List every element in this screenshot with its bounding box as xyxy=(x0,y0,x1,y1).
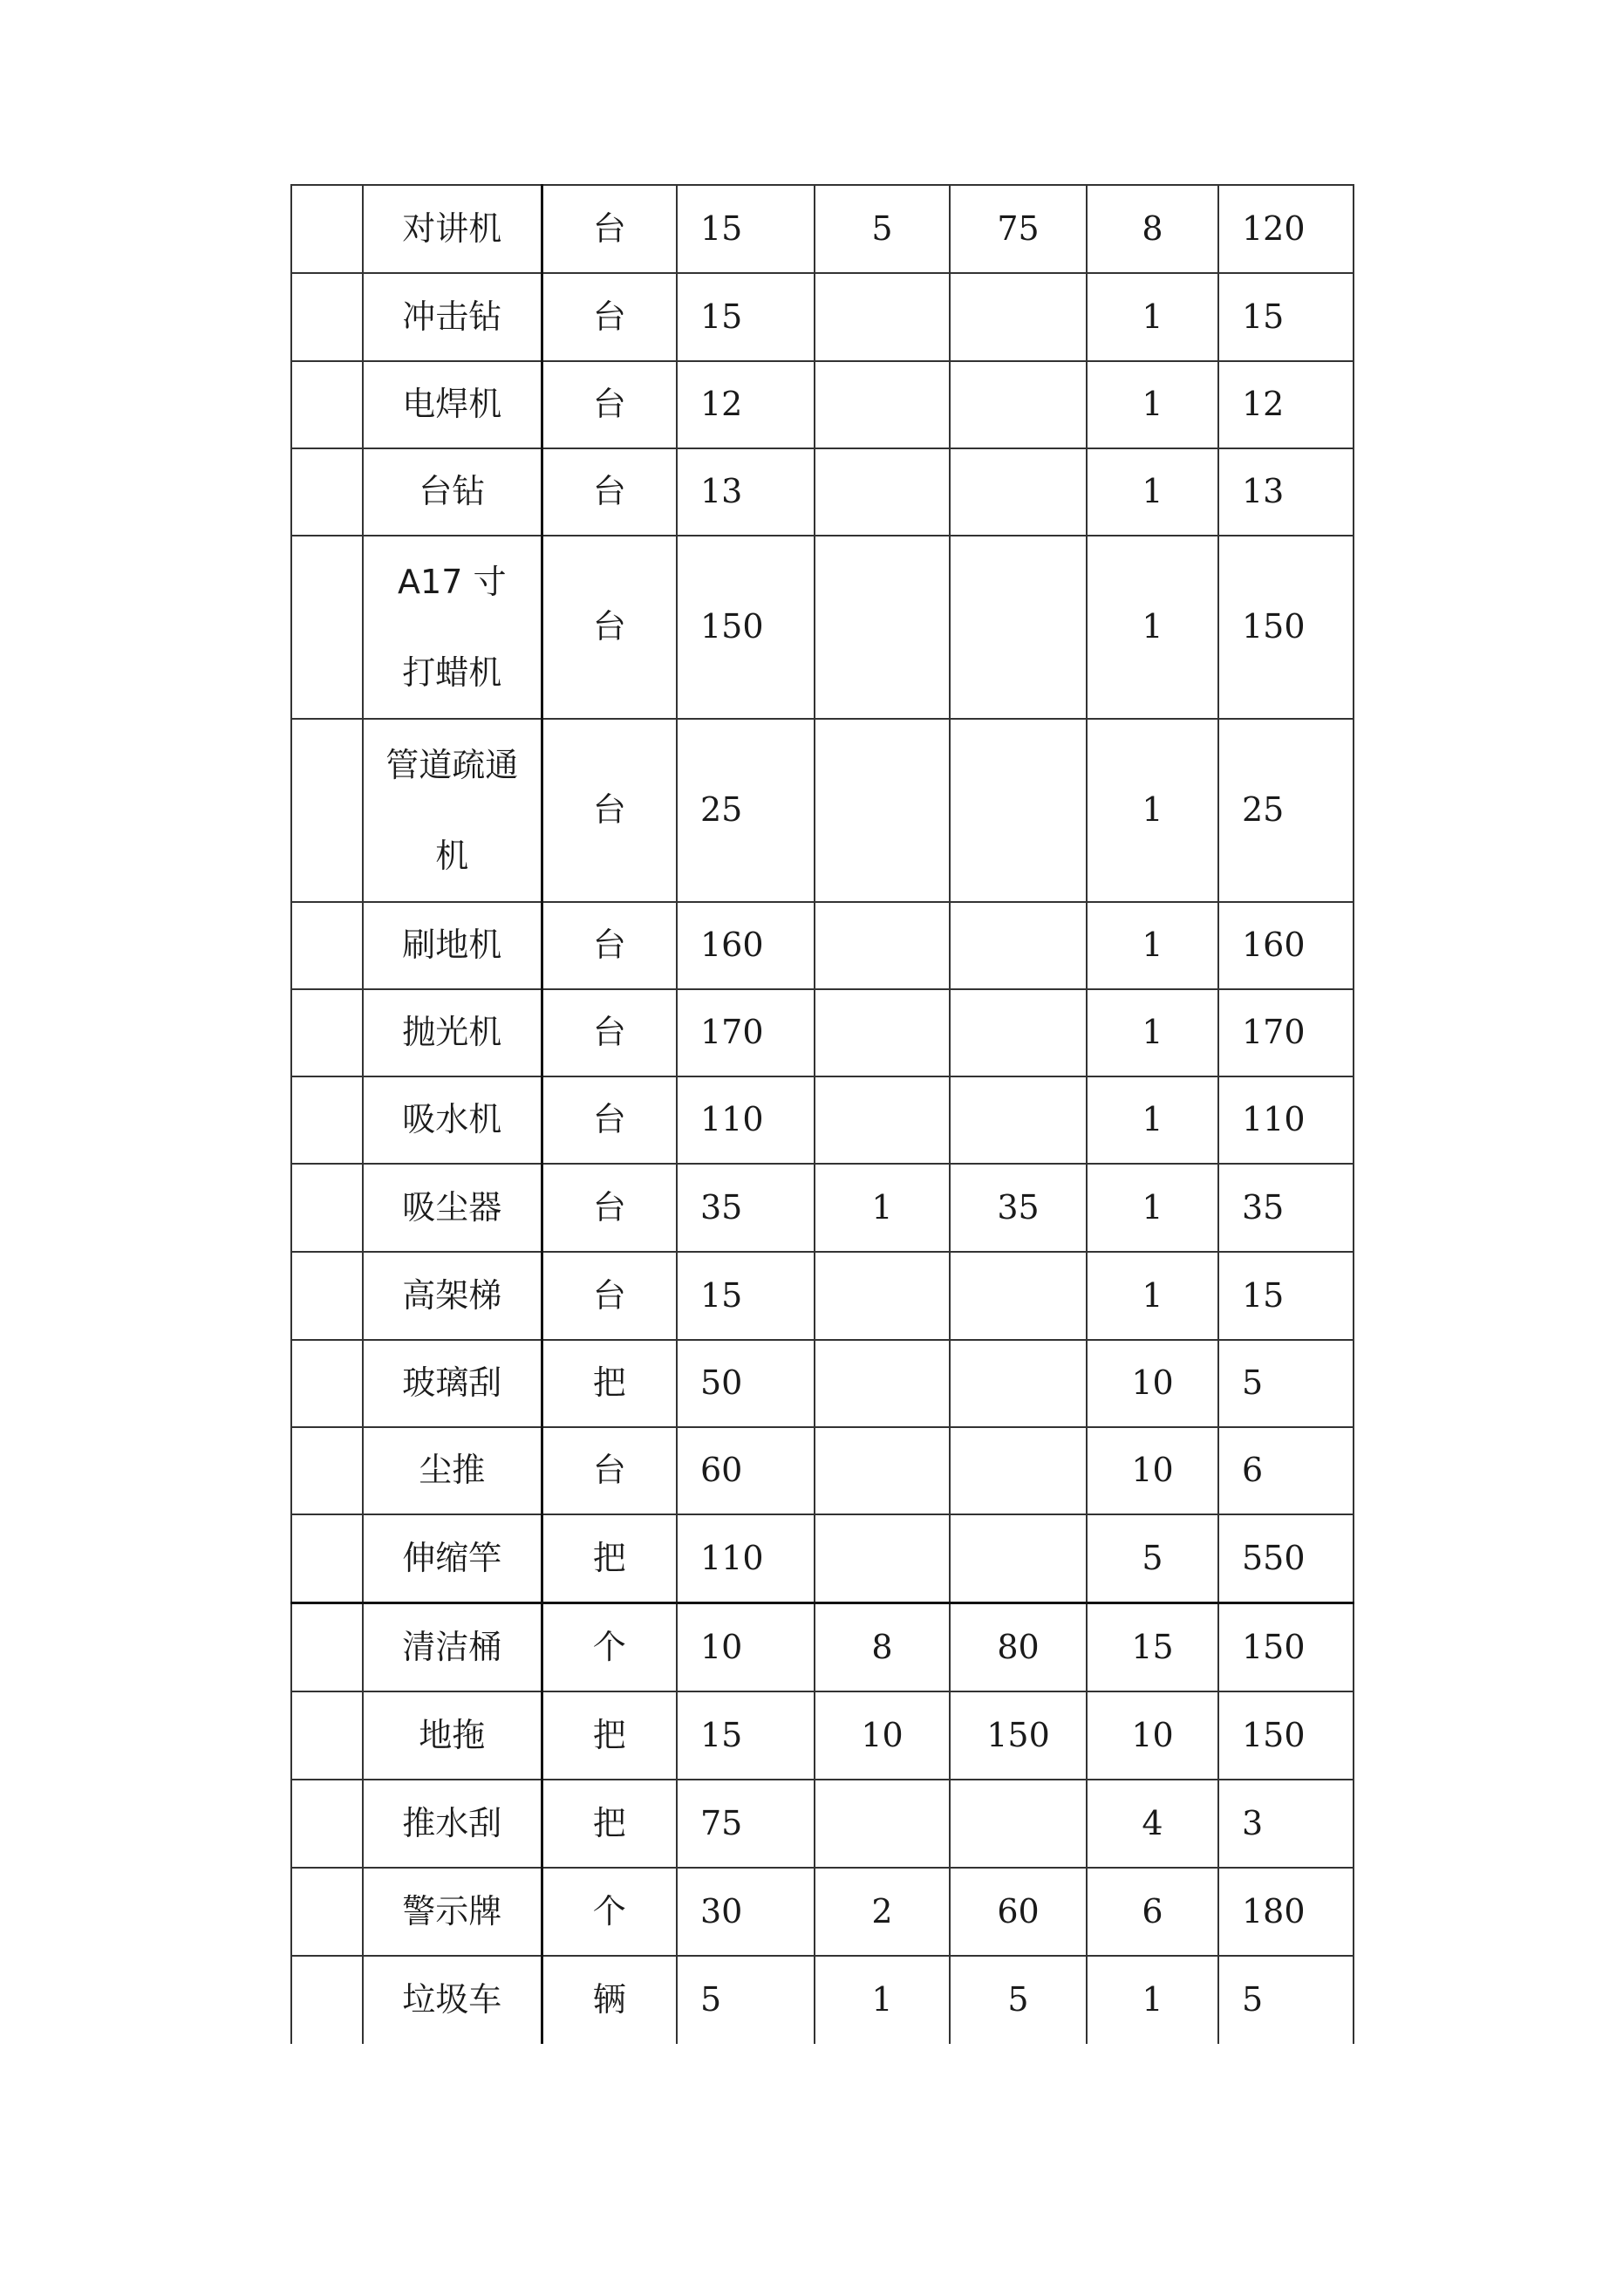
value-text: 160 xyxy=(1242,926,1306,965)
value-text: 110 xyxy=(700,1100,764,1139)
quantity-cell xyxy=(815,273,950,361)
value-text: 150 xyxy=(700,607,764,646)
value-text: 1 xyxy=(1142,926,1163,965)
blank-cell xyxy=(291,1076,363,1164)
value-text: 3 xyxy=(1242,1803,1264,1842)
quantity-cell xyxy=(1087,1514,1218,1602)
value-text: 12 xyxy=(1242,385,1285,424)
blank-cell xyxy=(291,1691,363,1780)
unit-text: 把 xyxy=(592,1803,626,1842)
unit-cell xyxy=(542,1340,677,1427)
quantity-cell xyxy=(1087,361,1218,448)
item-name-cell xyxy=(363,1868,542,1956)
unit-cell xyxy=(542,902,677,989)
value-text: 150 xyxy=(1242,1627,1306,1666)
unit-price-cell xyxy=(677,1956,815,2044)
item-name: 吸水机 xyxy=(402,1100,502,1139)
amount-cell xyxy=(950,1868,1087,1956)
item-name-cell xyxy=(363,361,542,448)
table-row xyxy=(291,1076,1354,1164)
unit-text: 台 xyxy=(592,1451,626,1490)
value-text: 10 xyxy=(1131,1363,1174,1403)
table-row xyxy=(291,536,1354,719)
amount-cell xyxy=(1218,1868,1354,1956)
quantity-cell xyxy=(1087,1164,1218,1252)
item-name-cell xyxy=(363,1691,542,1780)
amount-cell xyxy=(1218,1780,1354,1868)
unit-cell xyxy=(542,1780,677,1868)
unit-text: 把 xyxy=(592,1363,626,1403)
item-name-cell xyxy=(363,1164,542,1252)
blank-cell xyxy=(291,361,363,448)
quantity-cell xyxy=(815,536,950,719)
unit-cell xyxy=(542,361,677,448)
blank-cell xyxy=(291,536,363,719)
blank-cell xyxy=(291,1602,363,1691)
quantity-cell xyxy=(815,1427,950,1514)
amount-cell xyxy=(1218,1076,1354,1164)
quantity-cell xyxy=(815,719,950,902)
table-row xyxy=(291,1340,1354,1427)
unit-text: 把 xyxy=(592,1715,626,1754)
item-name: 伸缩竿 xyxy=(402,1538,502,1577)
amount-cell xyxy=(1218,536,1354,719)
amount-cell xyxy=(950,989,1087,1076)
quantity-cell xyxy=(815,1602,950,1691)
unit-cell xyxy=(542,1868,677,1956)
value-text: 120 xyxy=(1242,208,1306,248)
table-row xyxy=(291,1252,1354,1340)
unit-text: 台 xyxy=(592,385,626,424)
unit-text: 台 xyxy=(592,297,626,336)
value-text: 8 xyxy=(871,1627,893,1666)
item-name: 管道疏通机 xyxy=(385,746,519,875)
amount-cell xyxy=(950,902,1087,989)
quantity-cell xyxy=(1087,1427,1218,1514)
item-name-cell xyxy=(363,1780,542,1868)
value-text: 110 xyxy=(700,1538,764,1577)
quantity-cell xyxy=(815,1868,950,1956)
amount-cell xyxy=(950,1164,1087,1252)
table-row xyxy=(291,1868,1354,1956)
table-row xyxy=(291,361,1354,448)
equipment-table xyxy=(290,184,1354,2044)
item-name-cell xyxy=(363,1252,542,1340)
amount-cell xyxy=(950,536,1087,719)
value-text: 550 xyxy=(1242,1538,1306,1577)
value-text: 60 xyxy=(997,1891,1040,1930)
value-text: 15 xyxy=(1131,1627,1174,1666)
value-text: 25 xyxy=(700,790,743,830)
amount-cell xyxy=(1218,719,1354,902)
value-text: 150 xyxy=(1242,1715,1306,1754)
quantity-cell xyxy=(1087,902,1218,989)
value-text: 50 xyxy=(700,1363,743,1403)
value-text: 1 xyxy=(1142,472,1163,511)
unit-cell xyxy=(542,1164,677,1252)
quantity-cell xyxy=(815,1691,950,1780)
unit-text: 台 xyxy=(592,1275,626,1315)
unit-price-cell xyxy=(677,1340,815,1427)
unit-price-cell xyxy=(677,536,815,719)
item-name: 抛光机 xyxy=(402,1013,502,1052)
quantity-cell xyxy=(1087,1956,1218,2044)
value-text: 15 xyxy=(700,208,743,248)
value-text: 1 xyxy=(1142,385,1163,424)
unit-price-cell xyxy=(677,1691,815,1780)
amount-cell xyxy=(1218,1164,1354,1252)
unit-price-cell xyxy=(677,1076,815,1164)
item-name: 吸尘器 xyxy=(402,1187,502,1227)
value-text: 180 xyxy=(1242,1891,1306,1930)
value-text: 1 xyxy=(1142,297,1163,336)
unit-text: 个 xyxy=(592,1627,626,1666)
value-text: 1 xyxy=(1142,1980,1163,2019)
quantity-cell xyxy=(815,1076,950,1164)
table-row xyxy=(291,1602,1354,1691)
value-text: 170 xyxy=(1242,1013,1306,1052)
blank-cell xyxy=(291,1868,363,1956)
unit-price-cell xyxy=(677,1868,815,1956)
value-text: 6 xyxy=(1242,1451,1264,1490)
value-text: 1 xyxy=(1142,1100,1163,1139)
item-name-cell xyxy=(363,273,542,361)
item-name-cell xyxy=(363,1427,542,1514)
amount-cell xyxy=(950,1780,1087,1868)
blank-cell xyxy=(291,989,363,1076)
table-row xyxy=(291,989,1354,1076)
unit-text: 台 xyxy=(592,1013,626,1052)
value-text: 110 xyxy=(1242,1100,1306,1139)
value-text: 25 xyxy=(1242,790,1285,830)
value-text: 1 xyxy=(1142,1013,1163,1052)
blank-cell xyxy=(291,719,363,902)
blank-cell xyxy=(291,185,363,273)
amount-cell xyxy=(950,273,1087,361)
amount-cell xyxy=(950,1602,1087,1691)
unit-text: 辆 xyxy=(592,1980,626,2019)
quantity-cell xyxy=(1087,1691,1218,1780)
item-name: 清洁桶 xyxy=(402,1627,502,1666)
quantity-cell xyxy=(815,361,950,448)
amount-cell xyxy=(1218,1956,1354,2044)
unit-text: 台 xyxy=(592,1100,626,1139)
table-row xyxy=(291,185,1354,273)
amount-cell xyxy=(1218,273,1354,361)
value-text: 5 xyxy=(1242,1363,1264,1403)
quantity-cell xyxy=(815,1956,950,2044)
value-text: 160 xyxy=(700,926,764,965)
quantity-cell xyxy=(1087,989,1218,1076)
amount-cell xyxy=(1218,1427,1354,1514)
value-text: 5 xyxy=(1142,1538,1163,1577)
value-text: 1 xyxy=(1142,1275,1163,1315)
item-name-cell xyxy=(363,719,542,902)
amount-cell xyxy=(950,361,1087,448)
blank-cell xyxy=(291,1956,363,2044)
unit-price-cell xyxy=(677,1252,815,1340)
amount-cell xyxy=(950,1340,1087,1427)
unit-cell xyxy=(542,448,677,536)
value-text: 1 xyxy=(871,1980,893,2019)
quantity-cell xyxy=(815,1252,950,1340)
item-name: 高架梯 xyxy=(402,1275,502,1315)
unit-price-cell xyxy=(677,448,815,536)
unit-cell xyxy=(542,185,677,273)
unit-text: 台 xyxy=(592,607,626,646)
item-name: 刷地机 xyxy=(402,926,502,965)
amount-cell xyxy=(1218,1340,1354,1427)
quantity-cell xyxy=(815,1164,950,1252)
table-row xyxy=(291,1164,1354,1252)
amount-cell xyxy=(950,1514,1087,1602)
table-row xyxy=(291,1427,1354,1514)
blank-cell xyxy=(291,273,363,361)
unit-price-cell xyxy=(677,902,815,989)
value-text: 170 xyxy=(700,1013,764,1052)
amount-cell xyxy=(950,185,1087,273)
item-name: 警示牌 xyxy=(402,1891,502,1930)
unit-price-cell xyxy=(677,1164,815,1252)
amount-cell xyxy=(1218,185,1354,273)
item-name: 对讲机 xyxy=(402,208,502,248)
amount-cell xyxy=(950,1691,1087,1780)
value-text: 10 xyxy=(700,1627,743,1666)
value-text: 5 xyxy=(700,1980,722,2019)
value-text: 60 xyxy=(700,1451,743,1490)
item-name-cell xyxy=(363,536,542,719)
blank-cell xyxy=(291,1427,363,1514)
unit-price-cell xyxy=(677,273,815,361)
value-text: 15 xyxy=(1242,297,1285,336)
item-name: 推水刮 xyxy=(402,1803,502,1842)
item-name: 尘推 xyxy=(419,1451,486,1490)
value-text: 35 xyxy=(1242,1187,1285,1227)
table-row xyxy=(291,1956,1354,2044)
table-row xyxy=(291,719,1354,902)
amount-cell xyxy=(1218,1691,1354,1780)
unit-cell xyxy=(542,1427,677,1514)
value-text: 30 xyxy=(700,1891,743,1930)
unit-price-cell xyxy=(677,989,815,1076)
value-text: 12 xyxy=(700,385,743,424)
value-text: 35 xyxy=(997,1187,1040,1227)
quantity-cell xyxy=(1087,448,1218,536)
value-text: 80 xyxy=(997,1627,1040,1666)
unit-price-cell xyxy=(677,1780,815,1868)
quantity-cell xyxy=(1087,273,1218,361)
unit-price-cell xyxy=(677,1427,815,1514)
value-text: 13 xyxy=(700,472,743,511)
blank-cell xyxy=(291,1780,363,1868)
table-row xyxy=(291,448,1354,536)
value-text: 15 xyxy=(1242,1275,1285,1315)
quantity-cell xyxy=(815,989,950,1076)
value-text: 8 xyxy=(1142,208,1163,248)
value-text: 15 xyxy=(700,297,743,336)
quantity-cell xyxy=(1087,1076,1218,1164)
value-text: 1 xyxy=(871,1187,893,1227)
blank-cell xyxy=(291,448,363,536)
item-name-cell xyxy=(363,1076,542,1164)
amount-cell xyxy=(950,448,1087,536)
amount-cell xyxy=(1218,902,1354,989)
unit-text: 把 xyxy=(592,1538,626,1577)
quantity-cell xyxy=(815,1514,950,1602)
unit-text: 台 xyxy=(592,926,626,965)
quantity-cell xyxy=(815,1780,950,1868)
unit-cell xyxy=(542,1602,677,1691)
blank-cell xyxy=(291,1340,363,1427)
unit-text: 个 xyxy=(592,1891,626,1930)
unit-text: 台 xyxy=(592,208,626,248)
item-name: 垃圾车 xyxy=(402,1980,502,2019)
unit-price-cell xyxy=(677,1602,815,1691)
quantity-cell xyxy=(1087,1340,1218,1427)
unit-cell xyxy=(542,719,677,902)
blank-cell xyxy=(291,1252,363,1340)
item-name-cell xyxy=(363,1602,542,1691)
unit-price-cell xyxy=(677,361,815,448)
value-text: 35 xyxy=(700,1187,743,1227)
item-name-cell xyxy=(363,1514,542,1602)
blank-cell xyxy=(291,902,363,989)
value-text: 5 xyxy=(871,208,893,248)
unit-cell xyxy=(542,1514,677,1602)
item-name: 玻璃刮 xyxy=(402,1363,502,1403)
unit-cell xyxy=(542,1691,677,1780)
value-text: 5 xyxy=(1242,1980,1264,2019)
amount-cell xyxy=(1218,1514,1354,1602)
value-text: 15 xyxy=(700,1715,743,1754)
table-row xyxy=(291,902,1354,989)
value-text: 150 xyxy=(986,1715,1050,1754)
item-name-cell xyxy=(363,1956,542,2044)
amount-cell xyxy=(1218,448,1354,536)
quantity-cell xyxy=(815,1340,950,1427)
item-name-cell xyxy=(363,448,542,536)
blank-cell xyxy=(291,1514,363,1602)
quantity-cell xyxy=(815,902,950,989)
table-row xyxy=(291,1691,1354,1780)
value-text: 1 xyxy=(1142,607,1163,646)
quantity-cell xyxy=(1087,1602,1218,1691)
quantity-cell xyxy=(1087,1780,1218,1868)
unit-cell xyxy=(542,989,677,1076)
unit-price-cell xyxy=(677,1514,815,1602)
table-row xyxy=(291,1780,1354,1868)
unit-text: 台 xyxy=(592,1187,626,1227)
amount-cell xyxy=(1218,361,1354,448)
unit-cell xyxy=(542,273,677,361)
item-name-cell xyxy=(363,902,542,989)
unit-cell xyxy=(542,536,677,719)
quantity-cell xyxy=(815,185,950,273)
unit-cell xyxy=(542,1252,677,1340)
value-text: 75 xyxy=(997,208,1040,248)
amount-cell xyxy=(1218,989,1354,1076)
item-name: 电焊机 xyxy=(402,385,502,424)
amount-cell xyxy=(950,1956,1087,2044)
value-text: 1 xyxy=(1142,790,1163,830)
amount-cell xyxy=(1218,1602,1354,1691)
item-name-cell xyxy=(363,1340,542,1427)
amount-cell xyxy=(950,719,1087,902)
value-text: 4 xyxy=(1142,1803,1163,1842)
item-name: 台钻 xyxy=(419,472,486,511)
unit-price-cell xyxy=(677,719,815,902)
item-name: 冲击钻 xyxy=(402,297,502,336)
value-text: 2 xyxy=(871,1891,893,1930)
value-text: 75 xyxy=(700,1803,743,1842)
unit-price-cell xyxy=(677,185,815,273)
value-text: 1 xyxy=(1142,1187,1163,1227)
value-text: 150 xyxy=(1242,607,1306,646)
item-name: 地拖 xyxy=(419,1715,486,1754)
value-text: 10 xyxy=(1131,1715,1174,1754)
amount-cell xyxy=(950,1427,1087,1514)
item-name-cell xyxy=(363,989,542,1076)
unit-text: 台 xyxy=(592,790,626,830)
quantity-cell xyxy=(815,448,950,536)
unit-cell xyxy=(542,1076,677,1164)
amount-cell xyxy=(950,1076,1087,1164)
quantity-cell xyxy=(1087,1868,1218,1956)
unit-cell xyxy=(542,1956,677,2044)
quantity-cell xyxy=(1087,185,1218,273)
value-text: 10 xyxy=(1131,1451,1174,1490)
value-text: 13 xyxy=(1242,472,1285,511)
quantity-cell xyxy=(1087,719,1218,902)
blank-cell xyxy=(291,1164,363,1252)
table-row xyxy=(291,273,1354,361)
amount-cell xyxy=(950,1252,1087,1340)
value-text: 5 xyxy=(1007,1980,1029,2019)
item-name-cell xyxy=(363,185,542,273)
quantity-cell xyxy=(1087,536,1218,719)
table-row xyxy=(291,1514,1354,1602)
value-text: 6 xyxy=(1142,1891,1163,1930)
quantity-cell xyxy=(1087,1252,1218,1340)
value-text: 10 xyxy=(861,1715,904,1754)
equipment-table-body xyxy=(291,185,1354,2044)
unit-text: 台 xyxy=(592,472,626,511)
item-name: A17 寸打蜡机 xyxy=(398,563,507,692)
value-text: 15 xyxy=(700,1275,743,1315)
amount-cell xyxy=(1218,1252,1354,1340)
